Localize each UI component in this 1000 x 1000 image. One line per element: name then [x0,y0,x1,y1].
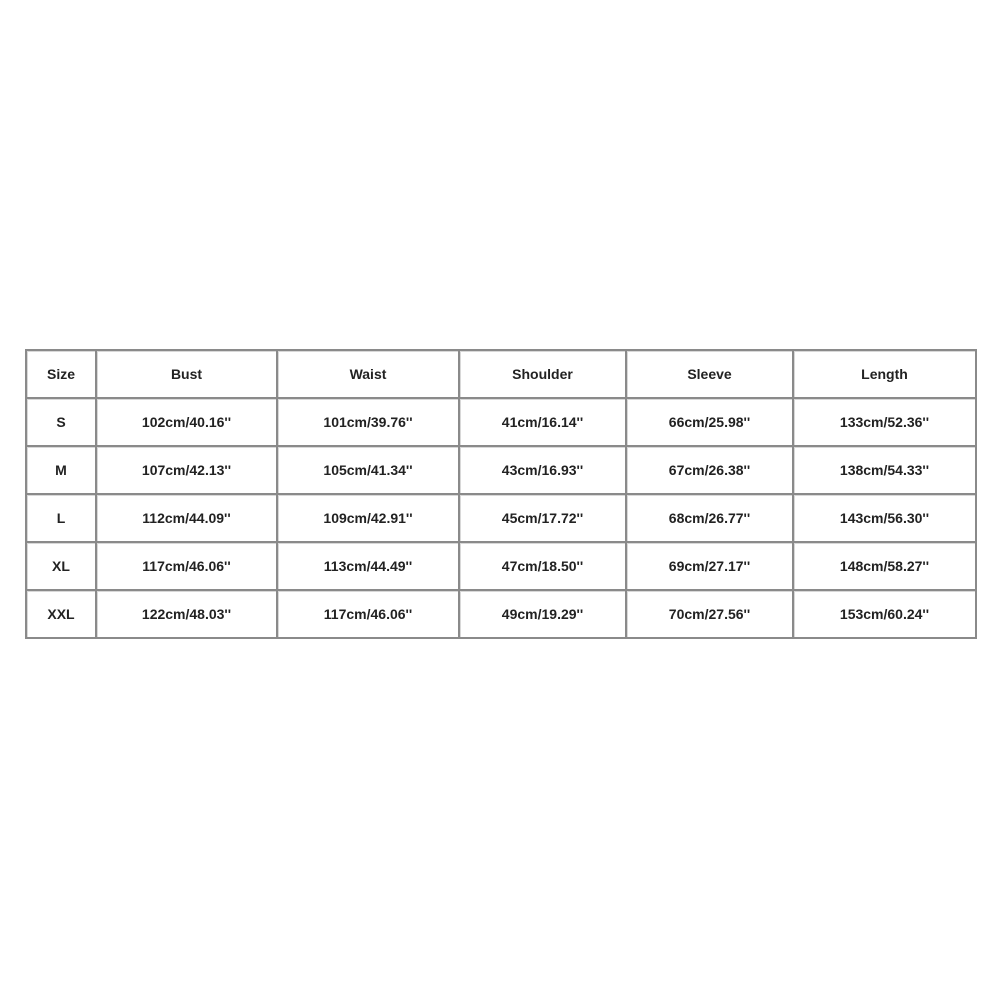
header-size: Size [27,351,97,399]
shoulder-cell: 45cm/17.72'' [460,495,627,543]
length-cell: 148cm/58.27'' [794,543,977,591]
waist-cell: 113cm/44.49'' [278,543,460,591]
length-cell: 133cm/52.36'' [794,399,977,447]
table-row [27,543,977,591]
header-waist: Waist [278,351,460,399]
waist-cell: 117cm/46.06'' [278,591,460,639]
waist-cell: 101cm/39.76'' [278,399,460,447]
waist-cell: 109cm/42.91'' [278,495,460,543]
table-row [27,495,977,543]
table-row [27,591,977,639]
size-cell: M [27,447,97,495]
sleeve-cell: 67cm/26.38'' [627,447,794,495]
sleeve-cell: 68cm/26.77'' [627,495,794,543]
shoulder-cell: 49cm/19.29'' [460,591,627,639]
bust-cell: 117cm/46.06'' [97,543,278,591]
header-row [27,351,977,399]
bust-cell: 102cm/40.16'' [97,399,278,447]
header-length: Length [794,351,977,399]
sleeve-cell: 69cm/27.17'' [627,543,794,591]
size-cell: XL [27,543,97,591]
size-cell: XXL [27,591,97,639]
bust-cell: 122cm/48.03'' [97,591,278,639]
size-cell: L [27,495,97,543]
shoulder-cell: 47cm/18.50'' [460,543,627,591]
header-sleeve: Sleeve [627,351,794,399]
bust-cell: 112cm/44.09'' [97,495,278,543]
bust-cell: 107cm/42.13'' [97,447,278,495]
sleeve-cell: 66cm/25.98'' [627,399,794,447]
header-bust: Bust [97,351,278,399]
waist-cell: 105cm/41.34'' [278,447,460,495]
length-cell: 143cm/56.30'' [794,495,977,543]
length-cell: 153cm/60.24'' [794,591,977,639]
sleeve-cell: 70cm/27.56'' [627,591,794,639]
shoulder-cell: 41cm/16.14'' [460,399,627,447]
shoulder-cell: 43cm/16.93'' [460,447,627,495]
table-row [27,447,977,495]
table-row [27,399,977,447]
size-cell: S [27,399,97,447]
header-shoulder: Shoulder [460,351,627,399]
size-chart-table [25,349,977,639]
length-cell: 138cm/54.33'' [794,447,977,495]
